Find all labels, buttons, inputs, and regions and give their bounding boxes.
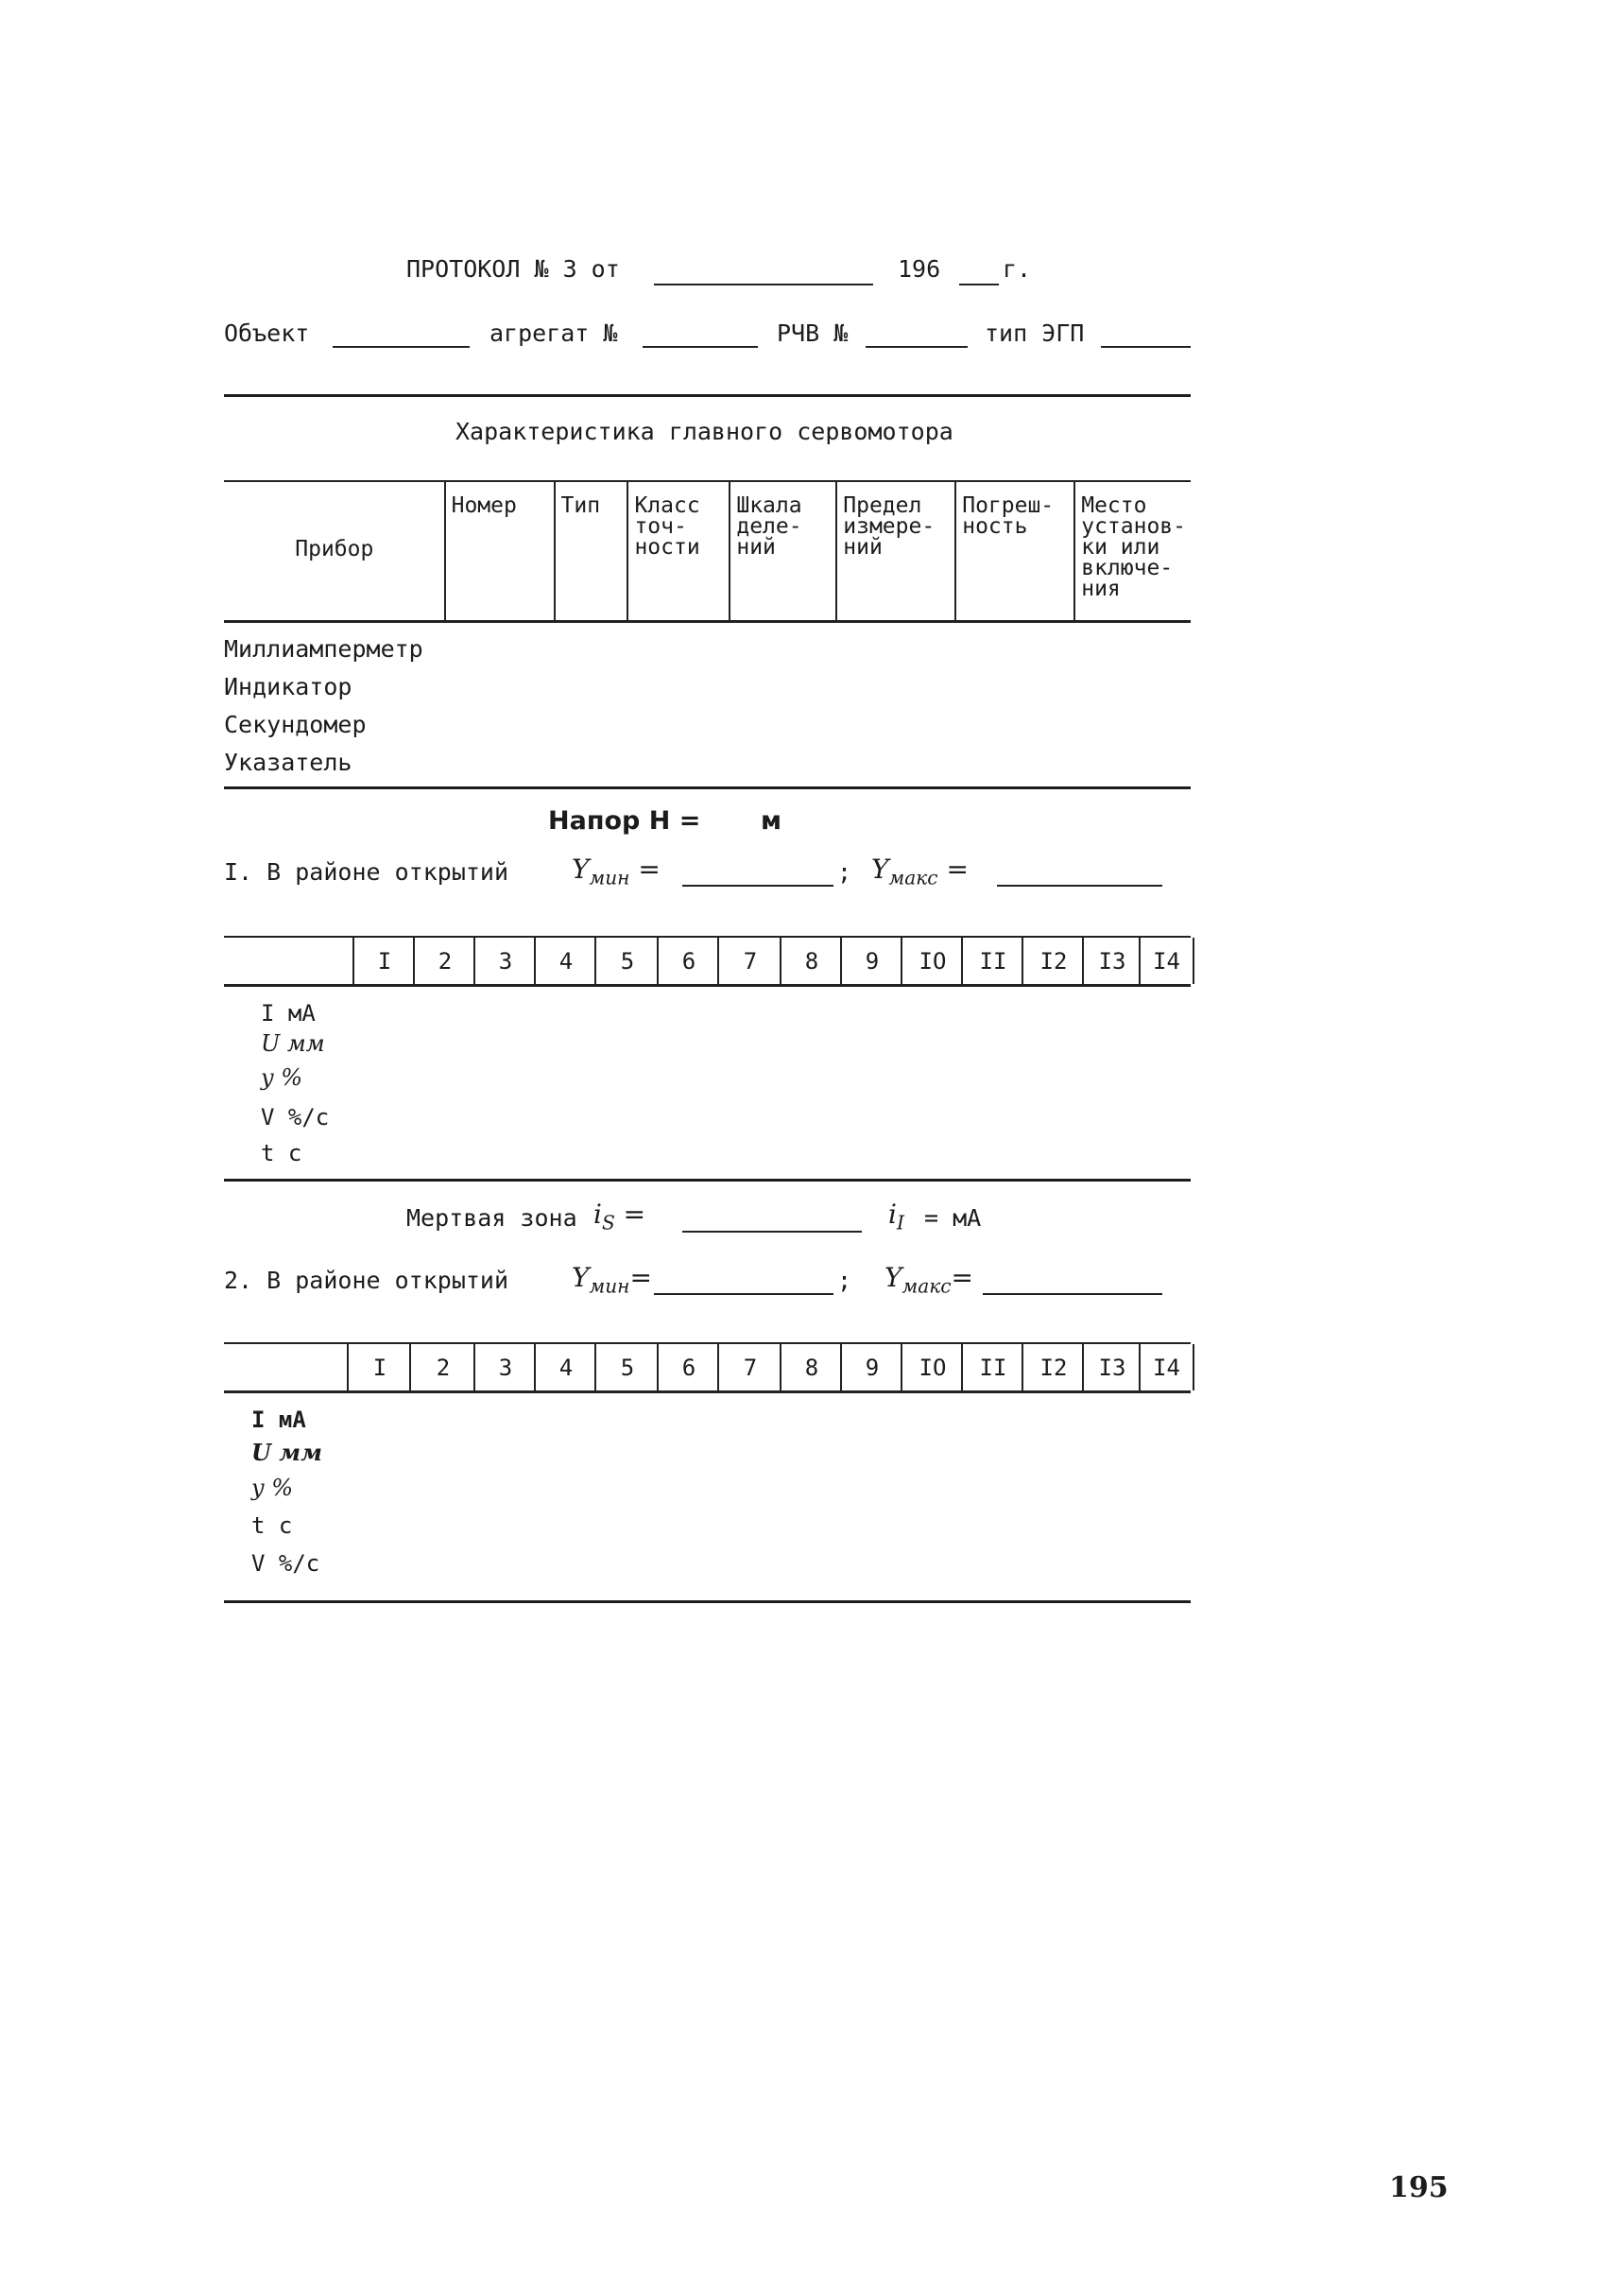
separator: ; bbox=[837, 1267, 852, 1294]
section2-bottom-rule bbox=[224, 1600, 1191, 1603]
instrument-row: Секундомер bbox=[224, 711, 367, 738]
section2-row-label: V %/с bbox=[251, 1550, 320, 1577]
index-cell: I3 bbox=[1082, 938, 1141, 984]
index-cell: 8 bbox=[780, 1344, 842, 1390]
type-field[interactable] bbox=[1101, 346, 1191, 348]
date-field[interactable] bbox=[654, 284, 873, 285]
section1-index-row bbox=[224, 936, 1191, 987]
index-cell: 9 bbox=[840, 938, 902, 984]
section2-index-row bbox=[224, 1342, 1191, 1393]
section1-row-label: V %/с bbox=[261, 1104, 330, 1131]
section2-row-label: t с bbox=[251, 1512, 293, 1539]
index-cell: 3 bbox=[473, 938, 536, 984]
section1-title: I. В районе открытий bbox=[224, 858, 509, 886]
section1-ymax-field[interactable] bbox=[997, 885, 1162, 887]
dead-zone-i1-unit: = мА bbox=[924, 1204, 982, 1232]
section1-row-label: y % bbox=[261, 1064, 302, 1091]
index-cell: I2 bbox=[1022, 1344, 1084, 1390]
index-cell: 6 bbox=[657, 1344, 719, 1390]
year-prefix: 196 bbox=[898, 255, 941, 283]
section2-ymin: $Y_{мин}=$ bbox=[572, 1262, 652, 1298]
col-instrument: Прибор bbox=[224, 481, 445, 622]
index-cell: I4 bbox=[1139, 938, 1194, 984]
dead-zone-label: Мертвая зона bbox=[406, 1204, 577, 1232]
section1-row-label: t с bbox=[261, 1140, 302, 1166]
section2-ymax: $Y_{макс}=$ bbox=[884, 1262, 974, 1298]
section1-ymin-field[interactable] bbox=[682, 885, 833, 887]
dead-zone-is-field[interactable] bbox=[682, 1231, 862, 1233]
index-cell: 2 bbox=[409, 1344, 475, 1390]
index-cell: 5 bbox=[594, 938, 659, 984]
dead-zone-is: $i_S$ = bbox=[593, 1199, 646, 1234]
col-location: Место установ- ки или включе- ния bbox=[1074, 481, 1191, 622]
section2-title: 2. В районе открытий bbox=[224, 1267, 509, 1294]
index-cell: 7 bbox=[717, 1344, 781, 1390]
type-label: тип ЭГП bbox=[985, 319, 1085, 347]
object-field[interactable] bbox=[333, 346, 470, 348]
instrument-row: Указатель bbox=[224, 749, 352, 776]
index-cell: IO bbox=[901, 1344, 963, 1390]
index-cell: 2 bbox=[413, 938, 475, 984]
col-number: Номер bbox=[445, 481, 555, 622]
index-cell: I3 bbox=[1082, 1344, 1141, 1390]
index-cell: 7 bbox=[717, 938, 781, 984]
col-accuracy-class: Класс точ- ности bbox=[627, 481, 730, 622]
index-cell: 4 bbox=[534, 938, 596, 984]
index-cell: II bbox=[961, 938, 1023, 984]
col-error: Погреш- ность bbox=[955, 481, 1074, 622]
index-cell: 8 bbox=[780, 938, 842, 984]
section-title: Характеристика главного сервомотора bbox=[455, 418, 953, 445]
aggregate-label: агрегат № bbox=[489, 319, 618, 347]
instrument-table bbox=[224, 480, 1191, 623]
table-bottom-rule bbox=[224, 786, 1191, 789]
section2-row-label: I мА bbox=[251, 1407, 306, 1433]
instrument-row: Индикатор bbox=[224, 673, 352, 700]
section2-row-label: U мм bbox=[251, 1439, 322, 1466]
section1-ymin: $Y_{мин}$ = bbox=[572, 854, 661, 889]
object-label: Объект bbox=[224, 319, 310, 347]
section1-row-label: U мм bbox=[261, 1030, 325, 1057]
section1-bottom-rule bbox=[224, 1179, 1191, 1182]
rchv-label: РЧВ № bbox=[777, 319, 849, 347]
section2-row-label: y % bbox=[251, 1475, 293, 1501]
dead-zone-i1: $i_I$ bbox=[888, 1199, 904, 1234]
page-number: 195 bbox=[1389, 2171, 1449, 2204]
index-cell: 4 bbox=[534, 1344, 596, 1390]
section2-ymax-field[interactable] bbox=[983, 1293, 1162, 1295]
index-cell: IO bbox=[901, 938, 963, 984]
year-suffix: г. bbox=[1003, 255, 1032, 283]
separator: ; bbox=[837, 858, 852, 886]
index-cell: 5 bbox=[594, 1344, 659, 1390]
index-cell: 6 bbox=[657, 938, 719, 984]
index-cell: I bbox=[352, 938, 415, 984]
col-range: Предел измере- ний bbox=[836, 481, 955, 622]
head-label: Напор Н = bbox=[548, 806, 701, 836]
year-field[interactable] bbox=[959, 284, 999, 285]
section1-ymax: $Y_{макс}$ = bbox=[871, 854, 969, 889]
index-cell: II bbox=[961, 1344, 1023, 1390]
instrument-row: Миллиамперметр bbox=[224, 635, 423, 663]
rchv-field[interactable] bbox=[866, 346, 968, 348]
head-unit: м bbox=[761, 806, 782, 836]
col-type: Тип bbox=[555, 481, 628, 622]
aggregate-field[interactable] bbox=[643, 346, 758, 348]
index-cell: 9 bbox=[840, 1344, 902, 1390]
index-cell: I2 bbox=[1022, 938, 1084, 984]
section2-ymin-field[interactable] bbox=[654, 1293, 833, 1295]
protocol-label: ПРОТОКОЛ № 3 от bbox=[406, 255, 620, 283]
index-cell: I4 bbox=[1139, 1344, 1194, 1390]
protocol-title bbox=[406, 255, 620, 283]
index-cell: I bbox=[347, 1344, 411, 1390]
col-scale: Шкала деле- ний bbox=[730, 481, 836, 622]
index-cell: 3 bbox=[473, 1344, 536, 1390]
header-rule bbox=[224, 394, 1191, 397]
section1-row-label: I мА bbox=[261, 1000, 316, 1027]
